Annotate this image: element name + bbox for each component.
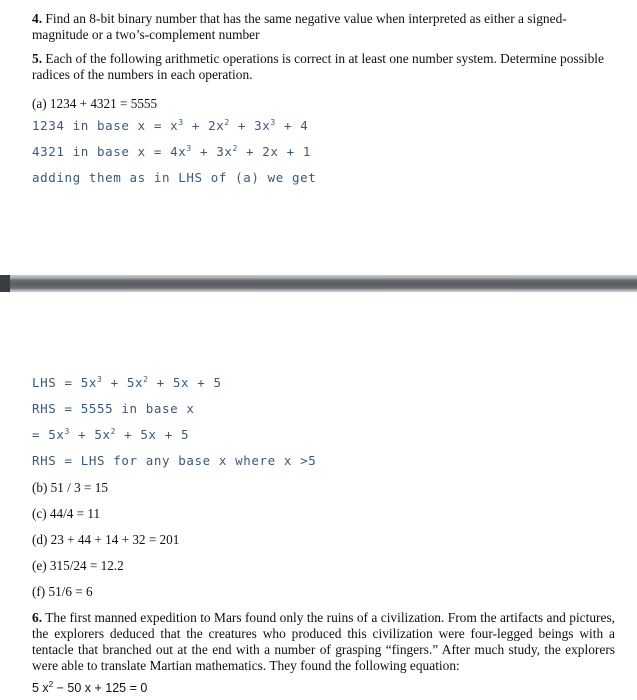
part-c: (c) 44/4 = 11 — [32, 506, 101, 521]
part-f: (f) 51/6 = 6 — [32, 584, 93, 599]
solution-line-1-suffix: + 4 — [275, 118, 309, 133]
solution-line-4 — [32, 375, 222, 390]
exponent-2: 2 — [224, 118, 230, 127]
exponent-2: 2 — [110, 427, 116, 436]
question-6-text: The first manned expedition to Mars found only the ruins of a civilization. From the artifacts and pictures, the explorers deduced that the creatures who produced this civilization were four-legged beings with a tentacle that branched out at the end with a number of grasping “fingers.” After much study, the explorers were able to translate Martian mathematics. They found the following equation: — [32, 610, 616, 673]
equation-suffix: − 50 x + 125 = 0 — [53, 681, 148, 695]
solution-line-6-suffix: + 5x + 5 — [116, 427, 190, 442]
solution-line-4-suffix: + 5x + 5 — [148, 375, 222, 390]
page-divider — [0, 275, 637, 292]
solution-line-5: RHS = 5555 in base x — [32, 401, 195, 416]
solution-line-6 — [32, 427, 189, 442]
solution-line-2-prefix: 4321 in base x = 4x — [32, 144, 187, 159]
part-a: (a) 1234 + 4321 = 5555 — [32, 96, 158, 111]
solution-line-4-term-1: + 5x — [102, 375, 144, 390]
equation-prefix: 5 x — [32, 681, 49, 695]
question-6 — [32, 610, 615, 674]
question-4-number: 4. — [32, 11, 43, 26]
solution-line-4-prefix: LHS = 5x — [32, 375, 98, 390]
exponent-3: 3 — [64, 427, 70, 436]
solution-line-6-term-1: + 5x — [69, 427, 111, 442]
solution-line-1-prefix: 1234 in base x = x — [32, 118, 179, 133]
question-6-number: 6. — [32, 610, 43, 625]
solution-line-2-suffix: + 2x + 1 — [237, 144, 312, 159]
question-4 — [32, 11, 615, 43]
martian-equation — [32, 681, 147, 695]
exponent-3: 3 — [270, 118, 276, 127]
solution-line-6-prefix: = 5x — [32, 427, 65, 442]
exponent-3: 3 — [178, 118, 184, 127]
question-5 — [32, 51, 615, 83]
exponent-3: 3 — [97, 375, 103, 384]
exponent-3: 3 — [186, 144, 192, 153]
question-4-text: Find an 8-bit binary number that has the same negative value when interpreted as either a signed-magnitude or a two’s-complement number — [32, 11, 567, 42]
exponent-2: 2 — [232, 144, 238, 153]
equation-exponent: 2 — [48, 680, 54, 689]
solution-line-1 — [32, 118, 308, 133]
page-divider-edge — [0, 275, 10, 292]
solution-line-1-term-2: + 3x — [229, 118, 271, 133]
part-b: (b) 51 / 3 = 15 — [32, 480, 108, 495]
solution-line-2-term-1: + 3x — [191, 144, 233, 159]
part-d: (d) 23 + 44 + 14 + 32 = 201 — [32, 532, 180, 547]
exponent-2: 2 — [143, 375, 149, 384]
part-e: (e) 315/24 = 12.2 — [32, 558, 124, 573]
question-5-text: Each of the following arithmetic operations is correct in at least one number system. Determine possible radices of the numbers in each operation. — [32, 51, 604, 82]
solution-line-2 — [32, 144, 311, 159]
solution-line-3: adding them as in LHS of (a) we get — [32, 170, 317, 185]
solution-line-7: RHS = LHS for any base x where x >5 — [32, 453, 317, 468]
solution-line-1-term-1: + 2x — [183, 118, 225, 133]
question-5-number: 5. — [32, 51, 43, 66]
